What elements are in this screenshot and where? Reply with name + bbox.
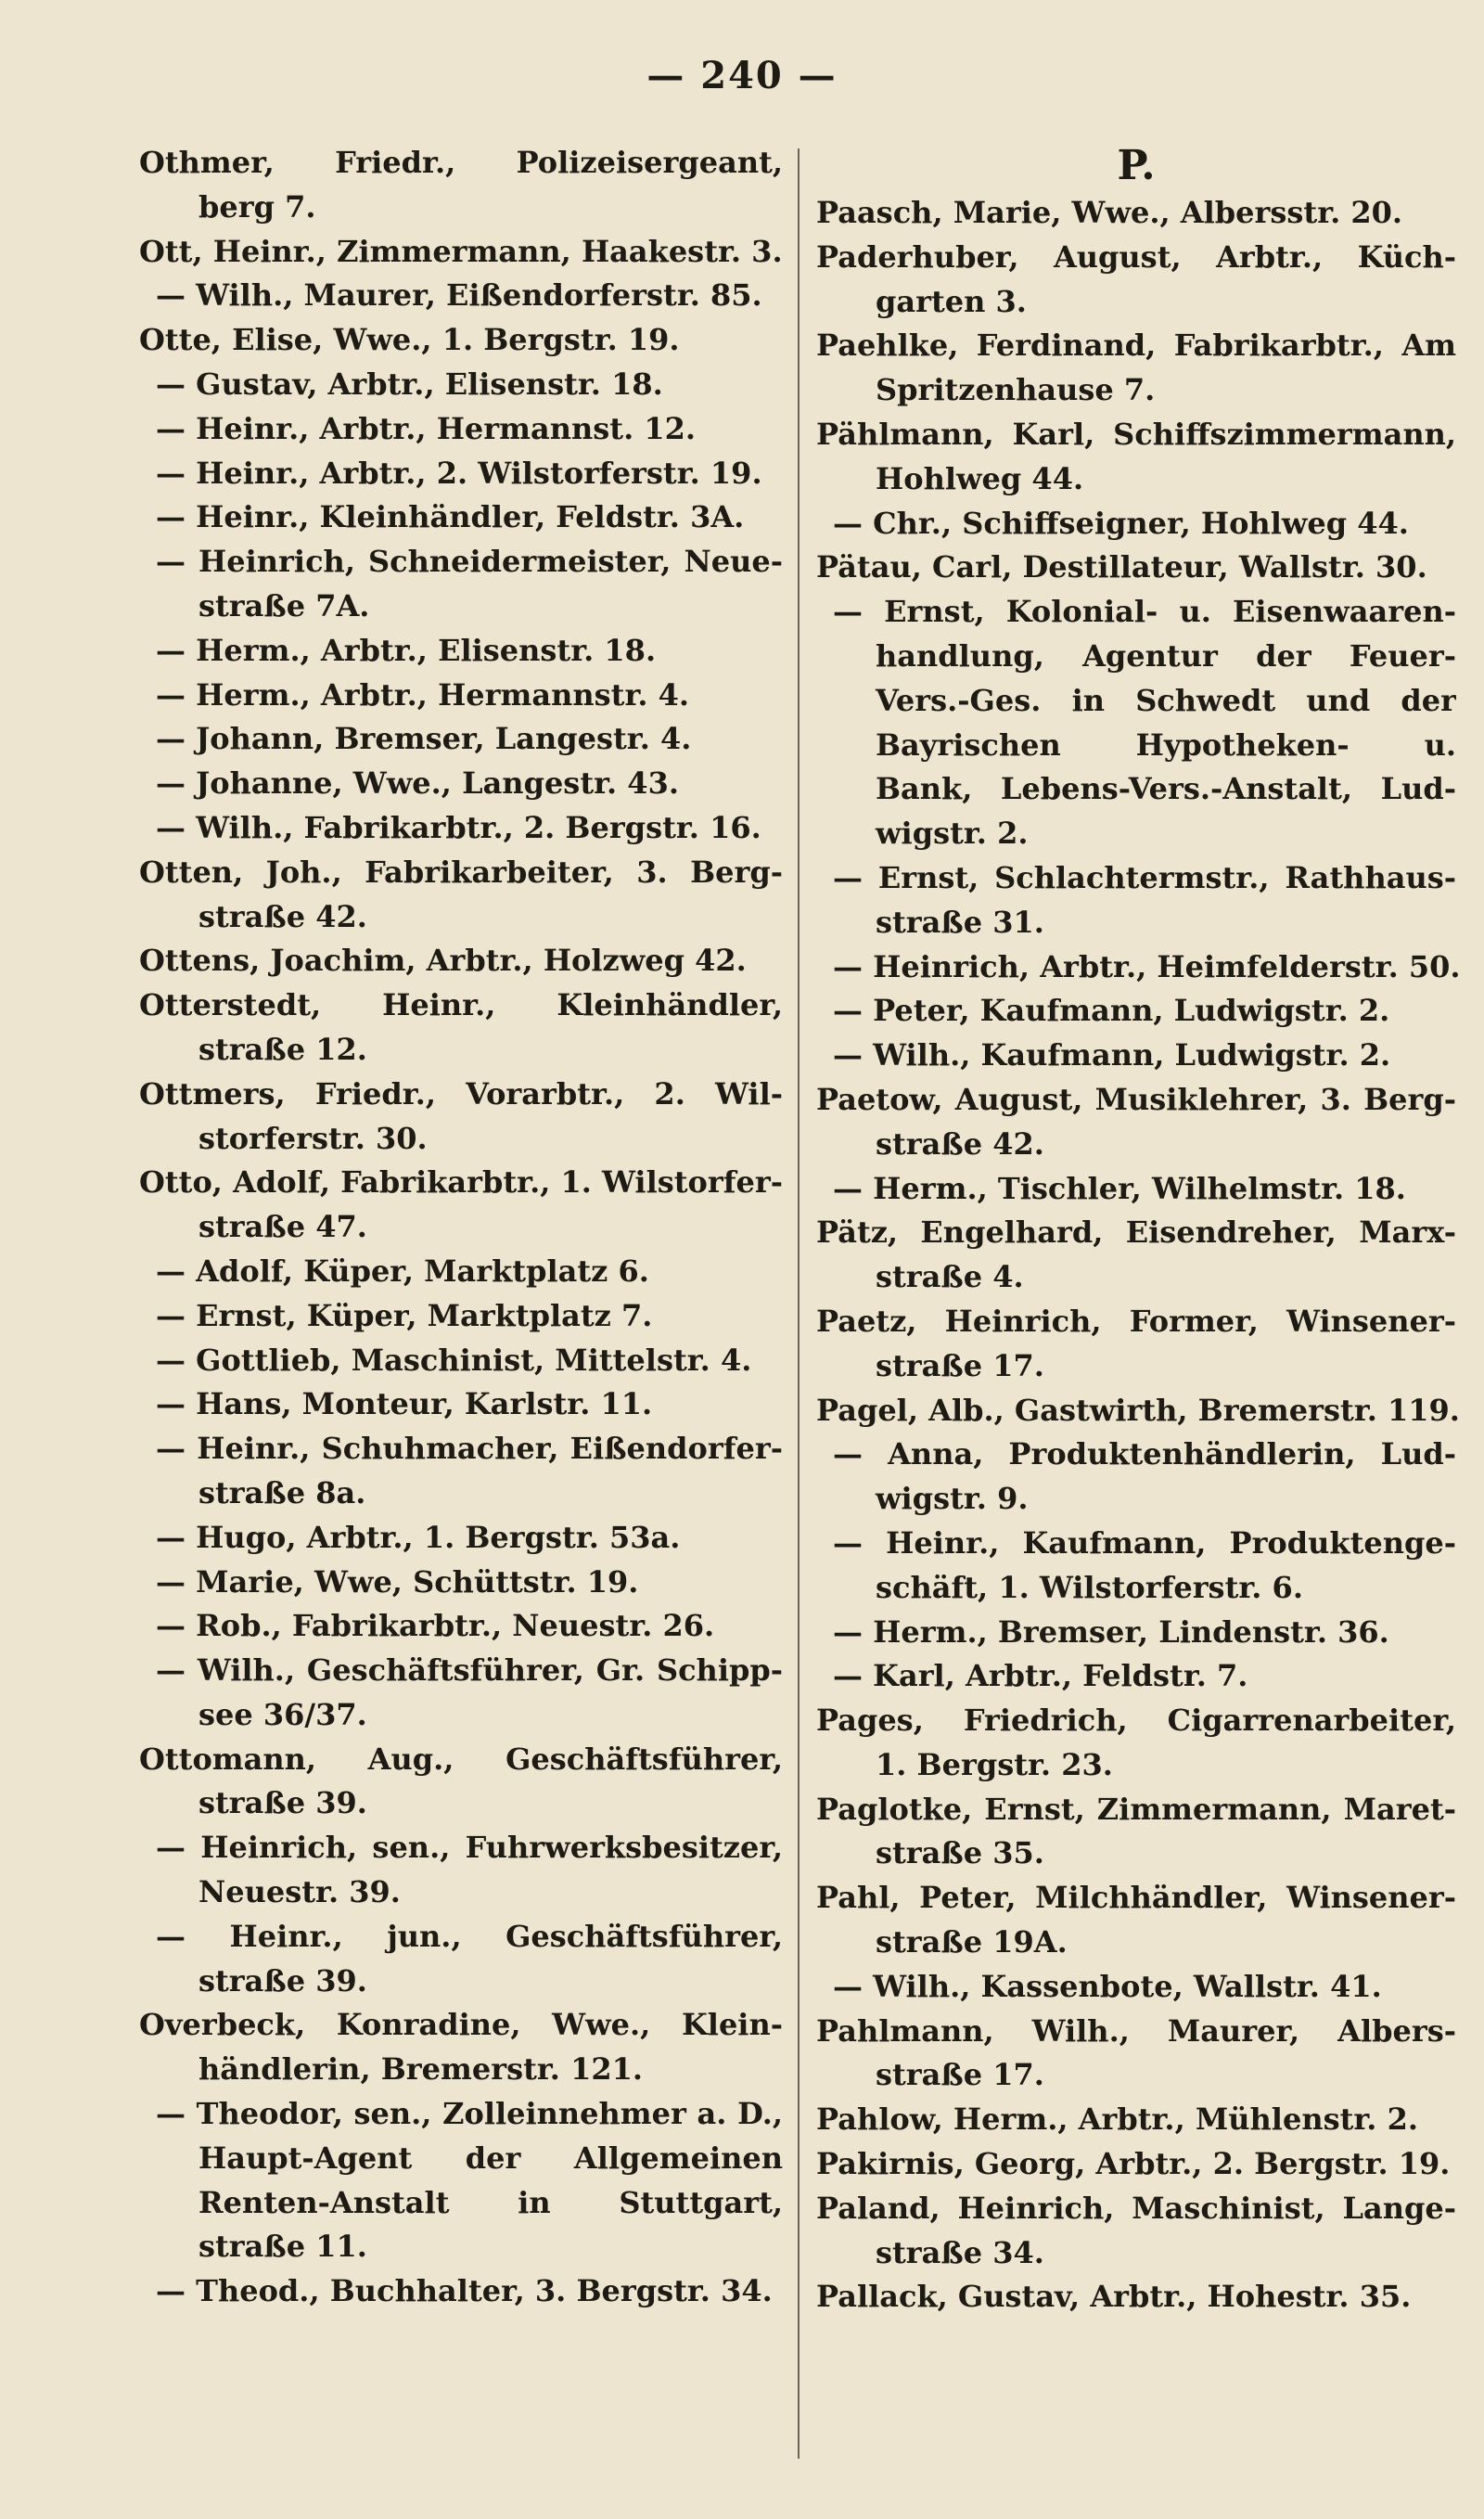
entry-line: straße 17. (876, 1347, 1044, 1383)
entry-line: straße 4. (876, 1259, 1024, 1295)
entry-line: — Rob., Fabrikarbtr., Neuestr. 26. (156, 1608, 715, 1644)
entry-line: schäft, 1. Wilstorferstr. 6. (876, 1569, 1303, 1605)
entry-line: — Heinrich, sen., Fuhrwerksbesitzer, (156, 1830, 783, 1866)
entry-line: — Johanne, Wwe., Langestr. 43. (156, 765, 679, 802)
directory-entry (139, 1604, 783, 1649)
right-column (816, 141, 1461, 2320)
column-divider (798, 148, 800, 2459)
entry-line: — Johann, Bremser, Langestr. 4. (156, 721, 692, 757)
entry-line: straße 8a. (198, 1474, 366, 1510)
entry-line: — Wilh., Maurer, Eißendorferstr. 85. (156, 277, 762, 314)
entry-line: — Gottlieb, Maschinist, Mittelstr. 4. (156, 1342, 752, 1378)
directory-entry (139, 629, 783, 674)
directory-entry (139, 1382, 783, 1427)
entry-line: Haupt-Agent der Allgemeinen (198, 2140, 783, 2176)
directory-entry (816, 2010, 1456, 2099)
directory-entry (816, 502, 1456, 546)
entry-line: — Herm., Bremser, Lindenstr. 36. (833, 1613, 1389, 1650)
entry-line: Othmer, Friedr., Polizeisergeant, (139, 145, 783, 180)
entry-line: — Ernst, Kolonial- u. Eisenwaaren- (833, 594, 1456, 630)
entry-line: Ottmers, Friedr., Vorarbtr., 2. Wil- (139, 1075, 783, 1112)
entry-line: see 36/37. (198, 1696, 367, 1732)
directory-entry (139, 1427, 783, 1516)
entry-line: Pahl, Peter, Milchhändler, Winsener- (816, 1880, 1456, 1916)
directory-entry (139, 230, 783, 275)
entry-line: — Gustav, Arbtr., Elisenstr. 18. (156, 366, 663, 402)
entry-line: Ottomann, Aug., Geschäftsführer, (139, 1741, 783, 1777)
directory-entry (139, 762, 783, 806)
directory-entry (139, 1516, 783, 1561)
entry-line: Spritzenhause 7. (876, 372, 1156, 408)
entry-line: Pahlow, Herm., Arbtr., Mühlenstr. 2. (816, 2101, 1418, 2138)
directory-entry (139, 1250, 783, 1294)
directory-entry (139, 318, 783, 363)
entry-line: wigstr. 9. (876, 1481, 1029, 1517)
entry-line: straße 39. (198, 1785, 367, 1821)
directory-entry (816, 1211, 1456, 1300)
entry-line: Pätau, Carl, Destillateur, Wallstr. 30. (816, 549, 1427, 585)
entry-line: — Heinr., Kaufmann, Produktenge- (833, 1524, 1456, 1561)
directory-entry (139, 939, 783, 983)
section-letter: P. (1117, 142, 1156, 189)
entry-line: — Heinr., Arbtr., 2. Wilstorferstr. 19. (156, 455, 762, 491)
entry-line: — Heinr., Kleinhändler, Feldstr. 3A. (156, 499, 745, 535)
directory-entry (816, 1654, 1456, 1699)
entry-line: — Heinr., jun., Geschäftsführer, (156, 1918, 783, 1954)
directory-entry (816, 1433, 1456, 1522)
entry-line: — Ernst, Küper, Marktplatz 7. (156, 1297, 653, 1333)
entry-line: — Herm., Arbtr., Hermannstr. 4. (156, 676, 690, 713)
entry-line: Ott, Heinr., Zimmermann, Haakestr. 3. (139, 233, 783, 269)
entry-line: straße 47. (198, 1209, 367, 1245)
entry-line: Vers.-Ges. in Schwedt und der (876, 682, 1456, 718)
directory-entry (816, 1611, 1456, 1655)
entry-line: 1. Bergstr. 23. (876, 1746, 1113, 1782)
entry-line: — Heinr., Arbtr., Hermannst. 12. (156, 410, 697, 446)
directory-entry (816, 2142, 1456, 2187)
entry-line: Paasch, Marie, Wwe., Albersstr. 20. (816, 195, 1403, 230)
directory-entry (139, 1294, 783, 1339)
entry-line: straße 35. (876, 1835, 1044, 1871)
entry-line: Otto, Adolf, Fabrikarbtr., 1. Wilstorfer- (139, 1164, 783, 1201)
entry-line: wigstr. 2. (876, 816, 1029, 852)
directory-entry (139, 495, 783, 540)
entry-line: — Heinrich, Arbtr., Heimfelderstr. 50. (833, 948, 1461, 984)
directory-entry (139, 806, 783, 851)
entry-line: — Wilh., Fabrikarbtr., 2. Bergstr. 16. (156, 809, 761, 845)
directory-entry (139, 1915, 783, 2004)
entry-line: Pagel, Alb., Gastwirth, Bremerstr. 119. (816, 1392, 1460, 1428)
entry-line: — Adolf, Küper, Marktplatz 6. (156, 1253, 649, 1289)
entry-line: Otterstedt, Heinr., Kleinhändler, (139, 987, 783, 1023)
entry-line: — Wilh., Geschäftsführer, Gr. Schipp- (156, 1652, 783, 1689)
entry-line: — Ernst, Schlachtermstr., Rathhaus- (833, 859, 1456, 895)
directory-entry (816, 324, 1456, 413)
entry-line: — Hans, Monteur, Karlstr. 11. (156, 1386, 653, 1422)
directory-entry (139, 363, 783, 407)
entry-line: Pahlmann, Wilh., Maurer, Albers- (816, 2012, 1456, 2049)
directory-entry (139, 674, 783, 718)
directory-entry (139, 452, 783, 496)
entry-line: straße 12. (198, 1031, 367, 1067)
directory-entry (139, 274, 783, 318)
entry-line: Pages, Friedrich, Cigarrenarbeiter, (816, 1703, 1456, 1739)
entry-line: — Theod., Buchhalter, 3. Bergstr. 34. (156, 2273, 773, 2309)
directory-entry (139, 2003, 783, 2092)
directory-entry (816, 2187, 1456, 2276)
directory-entry (139, 983, 783, 1073)
directory-entry (139, 407, 783, 452)
directory-entry (816, 1167, 1456, 1212)
entry-line: — Karl, Arbtr., Feldstr. 7. (833, 1658, 1248, 1694)
entry-line: Neuestr. 39. (198, 1874, 401, 1910)
entry-line: Pätz, Engelhard, Eisendreher, Marx- (816, 1215, 1456, 1251)
entry-line: storferstr. 30. (198, 1120, 428, 1156)
directory-entry (816, 191, 1456, 236)
entry-line: Paehlke, Ferdinand, Fabrikarbtr., Am (816, 328, 1456, 364)
entry-line: — Wilh., Kassenbote, Wallstr. 41. (833, 1968, 1382, 2004)
entry-line: Hohlweg 44. (876, 460, 1084, 496)
entry-line: Bank, Lebens-Vers.-Anstalt, Lud- (876, 771, 1456, 807)
directory-entry (816, 1699, 1456, 1788)
entry-line: straße 42. (198, 898, 367, 934)
directory-entry (139, 717, 783, 762)
entry-line: — Heinrich, Schneidermeister, Neue- (156, 544, 783, 580)
directory-entry (816, 236, 1456, 325)
entry-line: Overbeck, Konradine, Wwe., Klein- (139, 2007, 783, 2043)
directory-entry (139, 1738, 783, 1827)
entry-line: Pakirnis, Georg, Arbtr., 2. Bergstr. 19. (816, 2146, 1451, 2182)
directory-entry (816, 1876, 1456, 1965)
entry-line: — Herm., Tischler, Wilhelmstr. 18. (833, 1170, 1406, 1206)
entry-line: Paland, Heinrich, Maschinist, Lange- (816, 2190, 1456, 2226)
entry-line: Pallack, Gustav, Arbtr., Hohestr. 35. (816, 2279, 1412, 2315)
entry-line: — Herm., Arbtr., Elisenstr. 18. (156, 632, 657, 668)
directory-entry (139, 1826, 783, 1915)
directory-entry (139, 2269, 783, 2314)
entry-line: straße 34. (876, 2234, 1044, 2270)
entry-line: — Peter, Kaufmann, Ludwigstr. 2. (833, 993, 1390, 1029)
entry-line: straße 31. (876, 904, 1044, 940)
page-number: — 240 — (646, 54, 838, 97)
entry-line: straße 19A. (876, 1924, 1068, 1960)
left-column (139, 141, 783, 2314)
directory-entry (816, 1034, 1456, 1078)
directory-entry (816, 1522, 1456, 1611)
entry-line: straße 7A. (198, 587, 370, 623)
entry-line: händlerin, Bremerstr. 121. (198, 2051, 643, 2088)
entry-line: handlung, Agentur der Feuer- (876, 637, 1456, 674)
entry-line: Paglotke, Ernst, Zimmermann, Maret- (816, 1791, 1456, 1827)
directory-entry (816, 1389, 1460, 1433)
entry-line: straße 11. (198, 2229, 367, 2265)
directory-entry (816, 945, 1461, 990)
entry-line: — Chr., Schiffseigner, Hohlweg 44. (833, 505, 1409, 541)
entry-line: Paderhuber, August, Arbtr., Küch- (816, 238, 1456, 275)
entry-line: Bayrischen Hypotheken- u. (876, 726, 1456, 763)
entry-line: — Wilh., Kaufmann, Ludwigstr. 2. (833, 1037, 1391, 1073)
entry-line: Pählmann, Karl, Schiffszimmermann, (816, 416, 1456, 452)
directory-entry (139, 1561, 783, 1605)
entry-line: — Anna, Produktenhändlerin, Lud- (833, 1436, 1456, 1472)
entry-line: — Theodor, sen., Zolleinnehmer a. D., (156, 2096, 783, 2132)
entry-line: Otte, Elise, Wwe., 1. Bergstr. 19. (139, 322, 680, 358)
directory-entry (816, 413, 1456, 502)
directory-entry (816, 856, 1456, 945)
directory-entry (816, 1078, 1456, 1167)
directory-entry (816, 1300, 1456, 1389)
directory-entry (816, 1965, 1456, 2010)
directory-entry (139, 1339, 783, 1383)
directory-entry (139, 1073, 783, 1162)
entry-line: Otten, Joh., Fabrikarbeiter, 3. Berg- (139, 854, 783, 890)
directory-entry (816, 2275, 1456, 2320)
entry-line: straße 39. (198, 1962, 367, 1998)
entry-line: Paetow, August, Musiklehrer, 3. Berg- (816, 1081, 1456, 1117)
entry-line: straße 17. (876, 2057, 1044, 2093)
entry-line: garten 3. (876, 283, 1027, 319)
directory-entry (816, 590, 1456, 856)
directory-entry (139, 141, 783, 230)
directory-entry (139, 851, 783, 940)
directory-entry (139, 2092, 783, 2269)
entry-line: berg 7. (198, 188, 316, 225)
entry-line: — Heinr., Schuhmacher, Eißendorfer- (156, 1431, 783, 1467)
directory-entry (816, 1788, 1456, 1877)
directory-entry (816, 2098, 1456, 2142)
directory-entry (816, 989, 1456, 1034)
entry-line: Paetz, Heinrich, Former, Winsener- (816, 1303, 1456, 1339)
directory-entry (139, 1649, 783, 1738)
directory-entry (139, 1161, 783, 1250)
entry-line: — Marie, Wwe, Schüttstr. 19. (156, 1563, 639, 1600)
entry-line: Renten-Anstalt in Stuttgart, (198, 2184, 783, 2220)
entry-line: — Hugo, Arbtr., 1. Bergstr. 53a. (156, 1519, 681, 1555)
directory-entry (139, 540, 783, 629)
entry-line: Ottens, Joachim, Arbtr., Holzweg 42. (139, 943, 747, 979)
directory-entry (816, 546, 1456, 590)
entry-line: straße 42. (876, 1125, 1044, 1162)
